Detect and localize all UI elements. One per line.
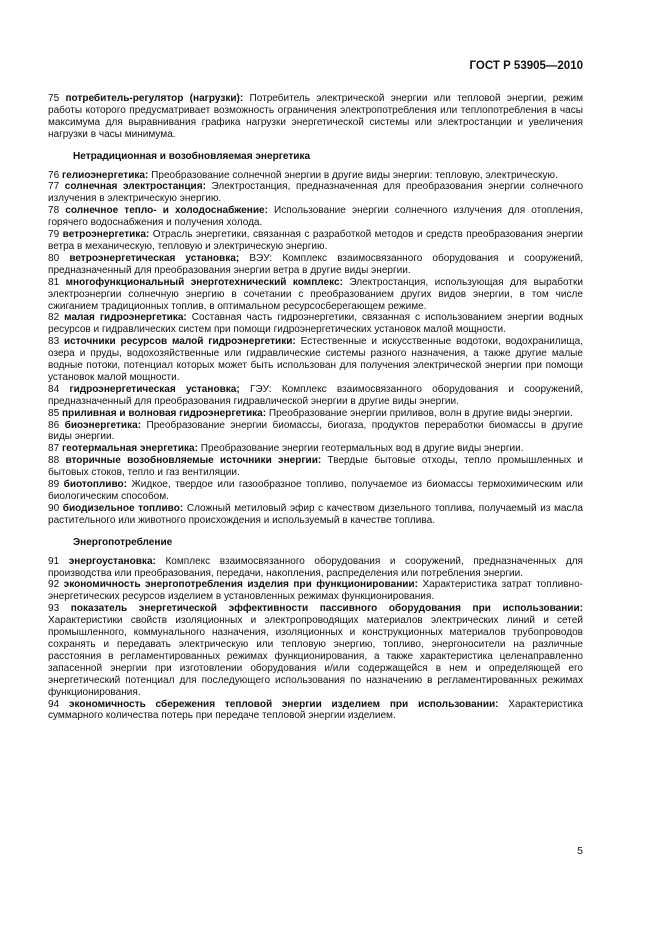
- term-entry: [48, 603, 583, 698]
- entry-number: 83: [48, 336, 60, 348]
- entry-number: 77: [48, 181, 60, 193]
- term-entry: [48, 336, 583, 384]
- entry-definition: Преобразование энергии биомассы, биогаза, продуктов переработки биомассы в другие виды энергии.: [48, 419, 584, 443]
- entry-definition: Преобразование энергии приливов, волн в другие виды энергии.: [268, 407, 573, 419]
- entry-term: геотермальная энергетика:: [61, 443, 198, 455]
- entry-term: солнечное тепло- и холодоснабжение:: [65, 205, 268, 217]
- entry-definition: Характеристика затрат топливно-энергетических ресурсов изделием в установленных режимах функционирования.: [48, 579, 583, 603]
- page-number: 5: [577, 845, 583, 857]
- term-entry: [48, 229, 583, 253]
- term-entry: [48, 384, 583, 408]
- entry-term: потребитель-регулятор (нагрузки):: [65, 93, 244, 104]
- entry-term: вторичные возобновляемые источники энергии:: [65, 455, 322, 467]
- term-entry: [48, 699, 583, 723]
- entry-number: 94: [48, 698, 60, 710]
- term-entry: [48, 253, 583, 277]
- entry-term: биоэнергетика:: [64, 419, 142, 431]
- term-entry: [48, 455, 583, 479]
- entry-number: 88: [48, 455, 60, 467]
- entry-number: 84: [48, 383, 60, 395]
- entry-term: гелиоэнергетика:: [61, 169, 149, 181]
- entry-definition: Преобразование солнечной энергии в другие виды энергии: тепловую, электрическую.: [151, 169, 558, 181]
- entry-term: показатель энергетической эффективности пассивного оборудования при использовании:: [70, 603, 584, 615]
- entry-number: 92: [48, 579, 60, 591]
- term-entry: [48, 479, 583, 503]
- entry-definition: Жидкое, твердое или газообразное топливо, получаемое из биомассы термохимическим или биологическим способом.: [48, 479, 584, 502]
- entry-definition: Характеристики свойств изоляционных и электропроводящих материалов электрических линий и сетей промышленного, коммунального назначения, изоляционных и конструкционных материалов трубопроводов сохранять и передавать электрическую или тепловую энергию, топливо, энергоносители на различные расстояния в регламентированных режимах функционирования, а также характеристика целенаправленно запасенной энергии при изготовлении оборудования и/или содержащейся в нем и определяющей его энергетический потенциал для последующего использования по назначению в регламентированных режимах функционирования.: [48, 615, 583, 698]
- term-entry: [48, 181, 583, 205]
- entry-term: приливная и волновая гидроэнергетика:: [61, 407, 267, 419]
- entry-term: гидроэнергетическая установка;: [69, 383, 240, 395]
- entry-definition: Естественные и искусственные водотоки, водохранилища, озера и пруды, водохозяйственные или гидравлические системы разного назначения, а также другие малые водные потоки, потенциал которых может быть использован для получения электрической энергии при помощи установок малой мощности.: [48, 336, 583, 383]
- entry-definition: Сложный метиловый эфир с качеством дизельного топлива, получаемый из масла растительного или животного происхождения и используемый в качестве топлива.: [48, 502, 583, 526]
- entry-term: солнечная электростанция:: [64, 181, 206, 193]
- term-entry: [48, 503, 583, 527]
- entry-term: биодизельное топливо:: [62, 502, 184, 514]
- standard-header: ГОСТ Р 53905—2010: [469, 60, 583, 72]
- entry-definition: Электростанция, предназначенная для преобразования энергии солнечного излучения в электрическую энергию.: [48, 181, 584, 205]
- entry-number: 78: [48, 205, 60, 217]
- entry-number: 90: [48, 502, 60, 514]
- entry-number: 80: [48, 252, 60, 264]
- entry-number: 85: [48, 407, 60, 419]
- entry-term: источники ресурсов малой гидроэнергетики:: [64, 336, 296, 348]
- entry-definition: Составная часть гидроэнергетики, связанная с использованием энергии водных ресурсов и гидравлических систем при помощи гидроэнергетических установок малой мощности.: [48, 312, 583, 336]
- entry-term: многофункциональный энерготехнический комплекс:: [65, 276, 343, 288]
- term-entry: [48, 93, 583, 141]
- entry-number: 81: [48, 276, 60, 288]
- entry-definition: Отрасль энергетики, связанная с разработкой методов и средств преобразования энергии ветра в механическую, тепловую и электрическую энергию.: [48, 229, 583, 252]
- entry-number: 93: [48, 603, 60, 615]
- entry-number: 82: [48, 312, 60, 324]
- entries-top: [48, 93, 583, 141]
- entry-term: биотопливо:: [63, 479, 127, 491]
- entry-term: экономичность сбережения тепловой энергии изделием при использовании:: [68, 698, 499, 710]
- entry-definition: Комплекс взаимосвязанного оборудования и сооружений, предназначенных для производства или преобразования, передачи, накопления, распределения или потребления энергии.: [48, 555, 583, 579]
- entry-definition: ГЭУ: Комплекс взаимосвязанного оборудования и сооружений, предназначенный для преобразования гидравлической энергии в другие виды энергии.: [48, 383, 583, 407]
- term-entry: [48, 443, 583, 455]
- entries-renewable: [48, 170, 583, 527]
- document-body: [48, 93, 583, 722]
- entry-number: 91: [48, 555, 60, 567]
- entry-definition: Преобразование энергии геотермальных вод в другие виды энергии.: [200, 443, 524, 455]
- entry-definition: Характеристика суммарного количества потерь при передаче тепловой энергии изделием.: [48, 698, 583, 722]
- entry-term: экономичность энергопотребления изделия при функционировании:: [63, 579, 418, 591]
- entry-term: малая гидроэнергетика:: [64, 312, 187, 324]
- entry-definition: ВЭУ: Комплекс взаимосвязанного оборудования и сооружений, предназначенный для преобразования энергии ветра в другие виды энергии.: [48, 252, 584, 276]
- term-entry: [48, 170, 583, 182]
- entry-term: ветроэнергетика:: [62, 229, 150, 241]
- entries-consumption: [48, 556, 583, 723]
- term-entry: [48, 277, 583, 313]
- term-entry: [48, 579, 583, 603]
- section-title-renewable: Нетрадиционная и возобновляемая энергетика: [73, 150, 311, 162]
- term-entry: [48, 408, 583, 420]
- term-entry: [48, 556, 583, 580]
- entry-definition: Использование энергии солнечного излучения для отопления, горячего водоснабжения и получения холода.: [48, 205, 583, 229]
- entry-definition: Потребитель электрической энергии или тепловой энергии, режим работы которого предусматривает возможность ограничения электропотребления или теплопотребления в часы максимума для выравнивания графика нагрузки энергетической системы или электростанции и увеличения нагрузки в часы минимума.: [48, 93, 583, 140]
- entry-number: 79: [48, 229, 60, 241]
- section-title-consumption: Энергопотребление: [73, 536, 173, 548]
- entry-number: 89: [48, 479, 60, 491]
- entry-definition: Электростанция, использующая для выработки электроэнергии солнечную энергию в сочетании с преобразованием других видов энергии, в том числе сжиганием традиционных топлив, в оптимальном ресурсосберегающем режиме.: [48, 276, 584, 312]
- entry-number: 87: [48, 443, 60, 455]
- entry-term: ветроэнергетическая установка;: [69, 252, 240, 264]
- term-entry: [48, 205, 583, 229]
- entry-number: 76: [48, 169, 60, 181]
- entry-number: 86: [48, 419, 60, 431]
- term-entry: [48, 420, 583, 444]
- entry-term: энергоустановка:: [68, 555, 156, 567]
- term-entry: [48, 312, 583, 336]
- entry-number: 75: [48, 93, 60, 104]
- entry-definition: Твердые бытовые отходы, тепло промышленных и бытовых стоков, тепло и газ вентиляции.: [48, 455, 584, 479]
